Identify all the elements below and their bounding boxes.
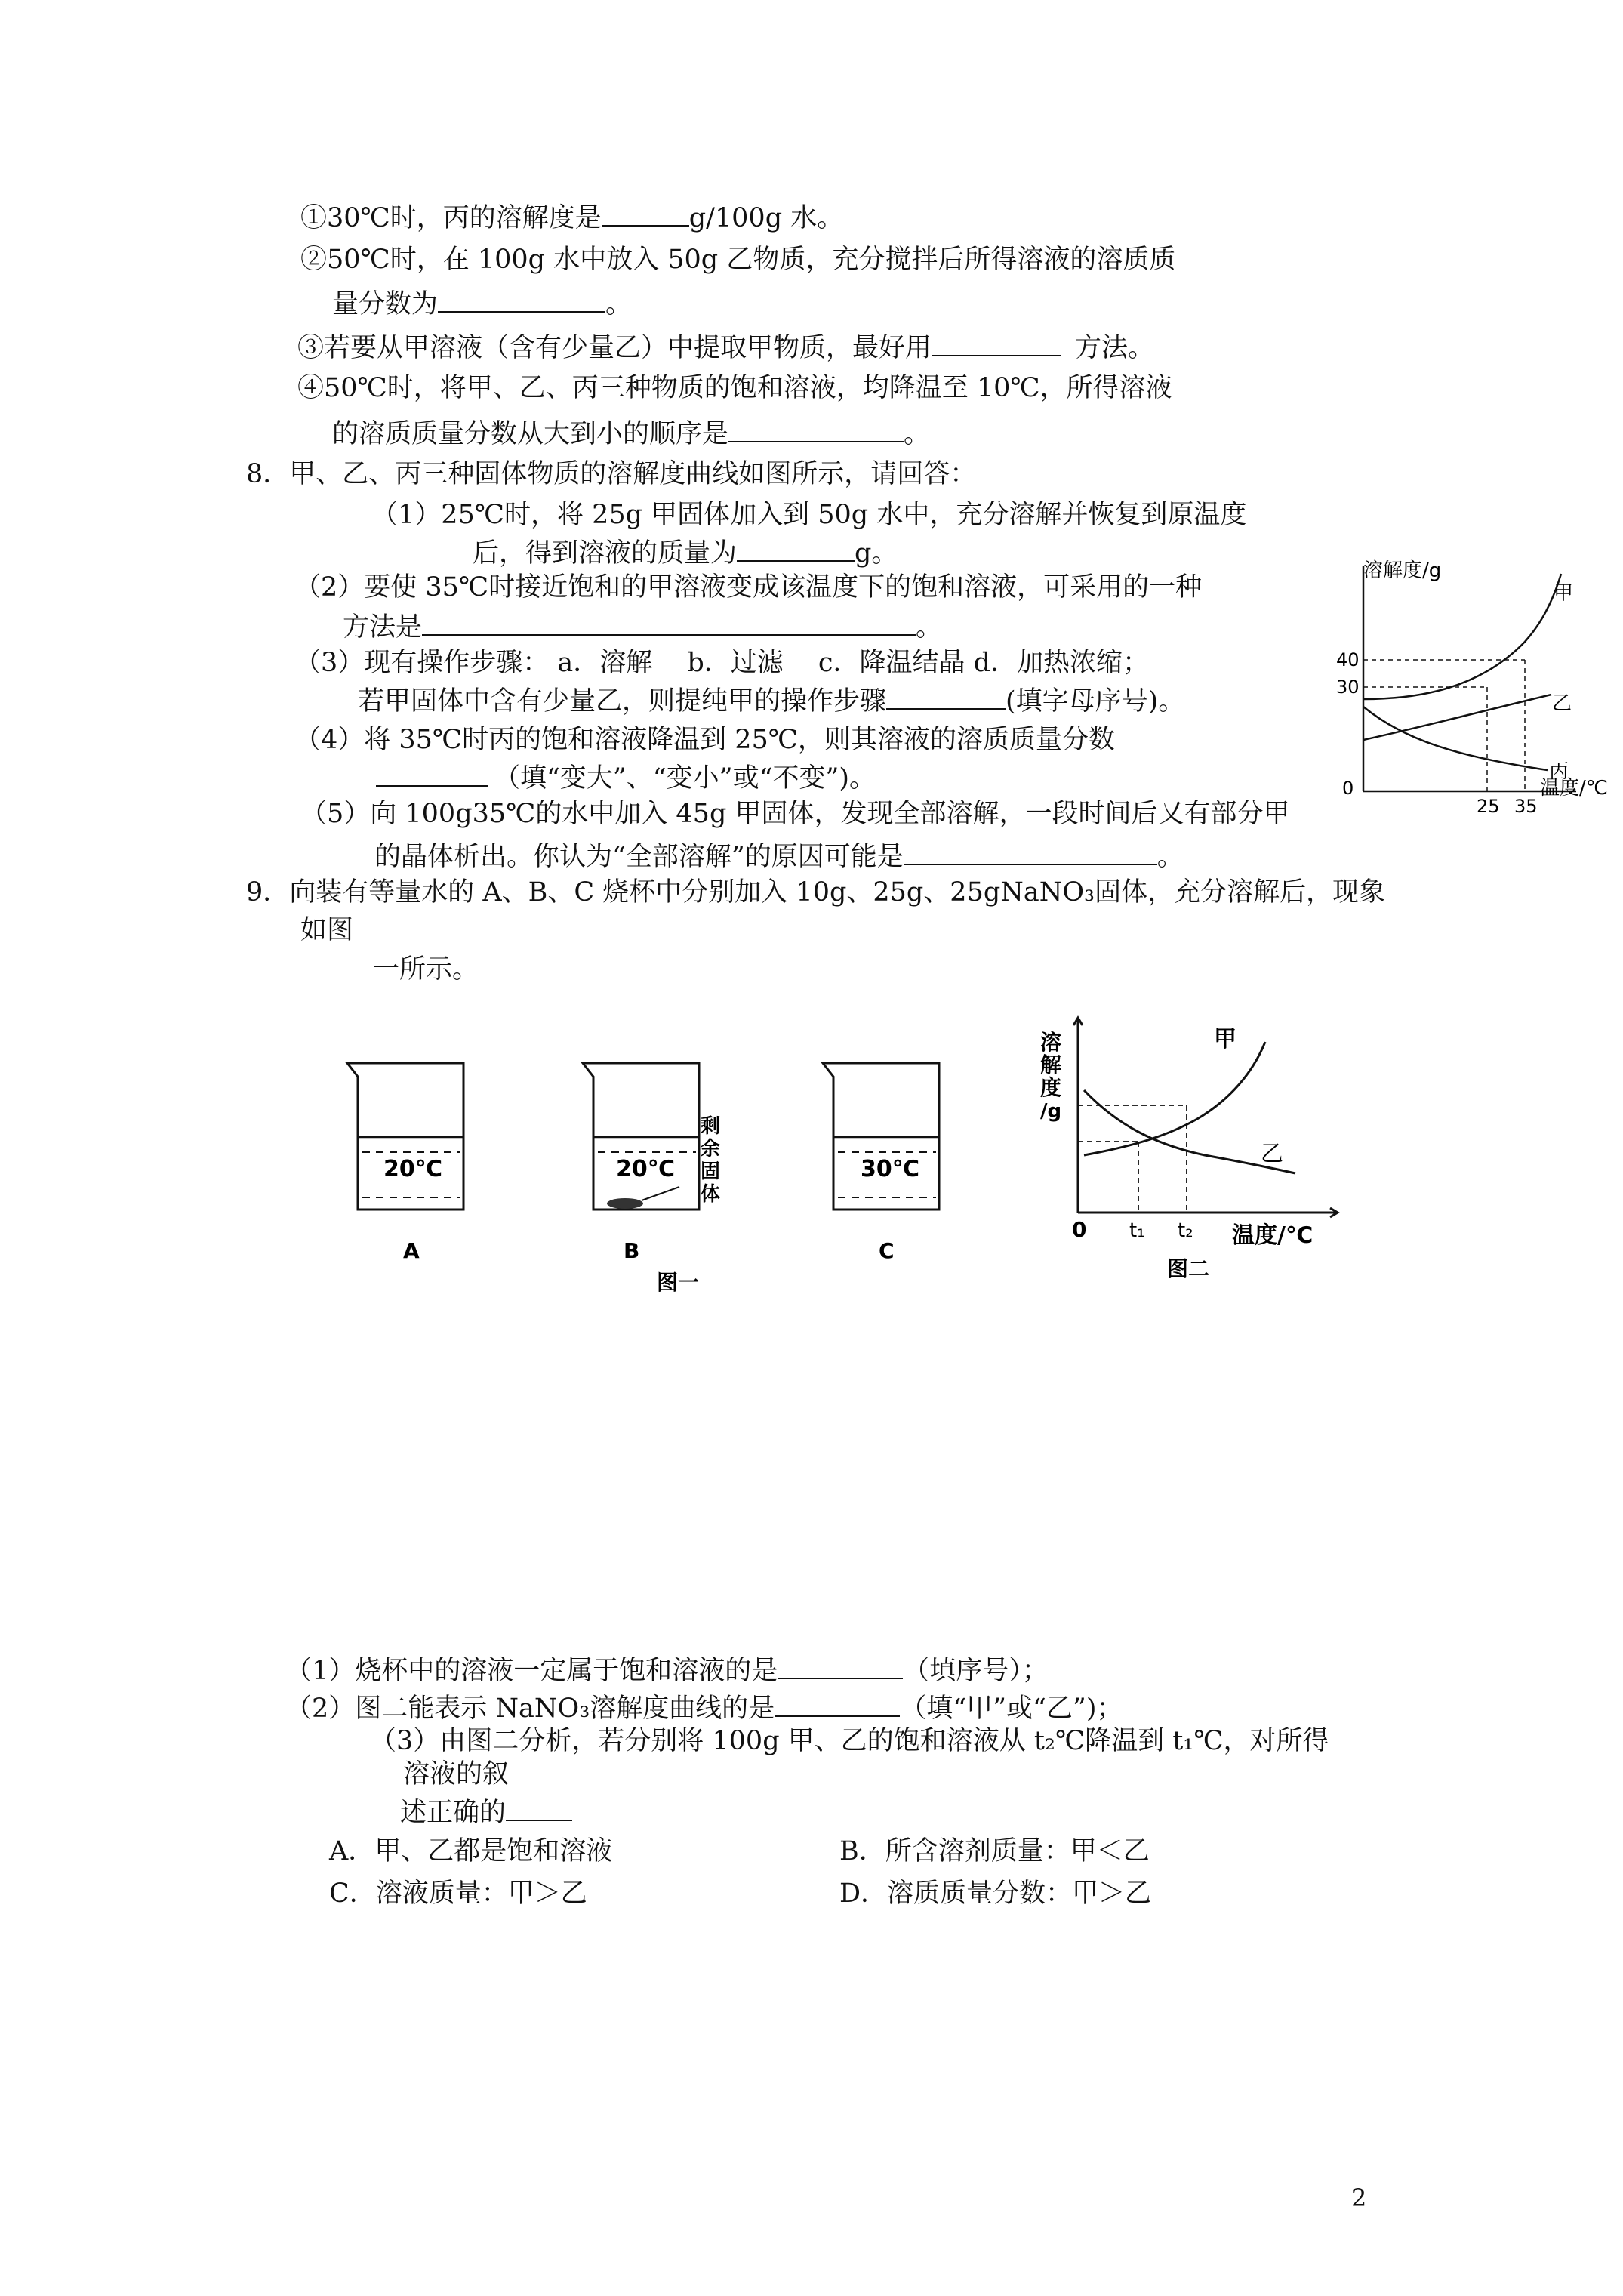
- q7-line1-tail: g/100g 水。: [688, 203, 844, 233]
- q8-solubility-graph: [1336, 551, 1608, 823]
- q9-sub1-tail: （填序号）；: [903, 1656, 1049, 1686]
- q9-stem-line3: 一所示。: [373, 954, 479, 985]
- q8-part4-line2: [376, 760, 876, 795]
- curve-yi: [1363, 695, 1551, 740]
- q8-part5-line1: （5）向 100g35℃的水中加入 45g 甲固体，发现全部溶解，一段时间后又有部分甲: [300, 799, 1290, 829]
- residue-label-3: 固: [701, 1160, 721, 1183]
- residue-label-1: 剩: [701, 1115, 721, 1138]
- page-number: 2: [1351, 2184, 1367, 2212]
- option-c[interactable]: C．溶液质量：甲＞乙: [329, 1878, 587, 1909]
- fig2-label-yi: 乙: [1261, 1141, 1283, 1167]
- beaker-a-label: A: [403, 1238, 420, 1263]
- fig2-ylabel-3: 度: [1040, 1075, 1062, 1100]
- answer-blank[interactable]: [602, 199, 689, 227]
- q8-part1-line1: （1）25℃时，将 25g 甲固体加入到 50g 水中，充分溶解并恢复到原温度: [371, 500, 1247, 530]
- q9-sub3-text: 述正确的: [400, 1798, 507, 1828]
- fig2-origin: 0: [1072, 1217, 1087, 1242]
- q7-line1-text: ①30℃时，丙的溶解度是: [300, 203, 602, 233]
- beaker-c: [815, 1057, 996, 1268]
- q7-line6-text: 的溶质质量分数从大到小的顺序是: [332, 419, 729, 449]
- q7-line3-text: 量分数为: [332, 289, 439, 319]
- q8-part5-tail: 。: [1156, 842, 1184, 872]
- answer-blank[interactable]: [904, 838, 1157, 865]
- q9-sub1-text: （1）烧杯中的溶液一定属于饱和溶液的是: [285, 1656, 778, 1686]
- answer-blank[interactable]: [438, 285, 605, 313]
- option-a[interactable]: A．甲、乙都是饱和溶液: [329, 1836, 613, 1866]
- graph8-ylabel: 溶解度/g: [1363, 559, 1442, 582]
- graph8-tick-35: 35: [1514, 796, 1538, 817]
- answer-blank[interactable]: [886, 683, 1006, 710]
- q7-line5: ④50℃时，将甲、乙、丙三种物质的饱和溶液，均降温至 10℃，所得溶液: [297, 373, 1172, 403]
- fig2-ylabel-4: /g: [1040, 1100, 1062, 1123]
- q7-line1: [300, 199, 843, 235]
- curve-jia: [1084, 1042, 1265, 1155]
- answer-blank[interactable]: [775, 1690, 900, 1717]
- q9-sub2-text: （2）图二能表示 NaNO₃溶解度曲线的是: [285, 1693, 775, 1724]
- option-b[interactable]: B．所含溶剂质量：甲＜乙: [839, 1836, 1150, 1866]
- q7-line3-tail: 。: [605, 289, 633, 319]
- q8-part4-line1: （4）将 35℃时丙的饱和溶液降温到 25℃，则其溶液的溶质质量分数: [294, 725, 1115, 755]
- figure1-beakers: [325, 1057, 808, 1306]
- q9-sub3-line1: （3）由图二分析，若分别将 100g 甲、乙的饱和溶液从 t₂℃降温到 t₁℃，对所得: [370, 1726, 1329, 1756]
- q7-line4: [297, 329, 1154, 365]
- answer-blank[interactable]: [932, 329, 1061, 356]
- answer-blank[interactable]: [728, 415, 904, 442]
- q9-stem-line1: 9．向装有等量水的 A、B、C 烧杯中分别加入 10g、25g、25gNaNO₃固体，充分溶解后，现象: [246, 877, 1386, 908]
- q8-part1-text: 后，得到溶液的质量为: [473, 538, 738, 569]
- beaker-a-temp: 20℃: [383, 1156, 443, 1182]
- q8-part3-tail: (填字母序号)。: [1006, 686, 1185, 717]
- figure2-solubility-graph: [1034, 1012, 1351, 1284]
- fig2-label-jia: 甲: [1214, 1026, 1236, 1052]
- curve-jia: [1363, 574, 1561, 699]
- figure2-caption: 图二: [1167, 1256, 1210, 1281]
- beaker-c-temp: 30℃: [861, 1156, 920, 1182]
- answer-blank[interactable]: [778, 1652, 903, 1679]
- q8-part1-line2: [473, 535, 898, 570]
- figure1-caption: 图一: [657, 1270, 700, 1295]
- q7-line2: ②50℃时，在 100g 水中放入 50g 乙物质，充分搅拌后所得溶液的溶质质: [300, 245, 1176, 275]
- graph8-origin: 0: [1342, 778, 1354, 799]
- q7-line6: [332, 415, 930, 451]
- answer-blank[interactable]: [422, 609, 916, 636]
- fig2-xlabel: 温度/℃: [1232, 1222, 1313, 1249]
- graph8-label-jia: 甲: [1554, 582, 1574, 605]
- q8-part3-line1: （3）现有操作步骤： a．溶解 b．过滤 c．降温结晶 d．加热浓缩；: [294, 648, 1150, 678]
- graph8-tick-25: 25: [1477, 796, 1500, 817]
- fig2-tick-t1: t₁: [1129, 1219, 1145, 1242]
- q8-part4-tail: （填“变大”、“变小”或“不变”)。: [494, 763, 876, 794]
- q8-part5-line2: [374, 838, 1184, 874]
- q8-part1-tail: g。: [855, 538, 898, 569]
- graph8-label-bing: 丙: [1549, 760, 1569, 783]
- q7-line3: [332, 285, 632, 321]
- option-d[interactable]: D．溶质质量分数：甲＞乙: [839, 1878, 1152, 1909]
- q8-part3-text: 若甲固体中含有少量乙，则提纯甲的操作步骤: [358, 686, 887, 717]
- q8-part2-line1: （2）要使 35℃时接近饱和的甲溶液变成该温度下的饱和溶液，可采用的一种: [294, 572, 1203, 603]
- q8-part5-text: 的晶体析出。你认为“全部溶解”的原因可能是: [374, 842, 904, 872]
- q7-line4-tail: 方法。: [1075, 333, 1155, 363]
- beaker-b-temp: 20℃: [616, 1156, 676, 1182]
- residue-label-2: 余: [701, 1138, 721, 1160]
- residue-solid: [607, 1198, 643, 1209]
- q9-stem-line2: 如图: [300, 915, 354, 945]
- graph8-tick-40: 40: [1336, 649, 1360, 670]
- q9-sub2: [285, 1690, 1123, 1725]
- q9-sub2-tail: （填“甲”或“乙”)；: [900, 1693, 1123, 1724]
- q7-line4-text: ③若要从甲溶液（含有少量乙）中提取甲物质，最好用: [297, 333, 932, 363]
- graph8-xlabel: 温度/℃: [1540, 777, 1608, 800]
- residue-label-4: 体: [701, 1183, 721, 1206]
- q7-line6-tail: 。: [904, 419, 931, 449]
- q9-sub3-line3: [400, 1794, 572, 1829]
- q9-sub3-line2: 溶液的叙: [403, 1759, 510, 1789]
- q9-sub1: [285, 1652, 1049, 1687]
- fig2-ylabel-2: 解: [1040, 1052, 1062, 1077]
- q8-part2-line2: [343, 609, 942, 644]
- curve-bing: [1363, 707, 1548, 770]
- answer-blank[interactable]: [376, 760, 488, 787]
- graph8-tick-30: 30: [1336, 676, 1360, 698]
- fig2-tick-t2: t₂: [1178, 1219, 1193, 1242]
- graph8-label-yi: 乙: [1552, 692, 1572, 715]
- q8-part2-text: 方法是: [343, 612, 423, 643]
- beaker-b-label: B: [624, 1238, 640, 1263]
- beaker-c-label: C: [879, 1238, 895, 1263]
- answer-blank[interactable]: [506, 1794, 572, 1821]
- q8-part3-line2: [358, 683, 1184, 718]
- q8-stem: 8．甲、乙、丙三种固体物质的溶解度曲线如图所示，请回答：: [246, 459, 977, 489]
- fig2-ylabel-1: 溶: [1040, 1030, 1062, 1055]
- answer-blank[interactable]: [737, 535, 855, 562]
- q8-part2-tail: 。: [916, 612, 943, 643]
